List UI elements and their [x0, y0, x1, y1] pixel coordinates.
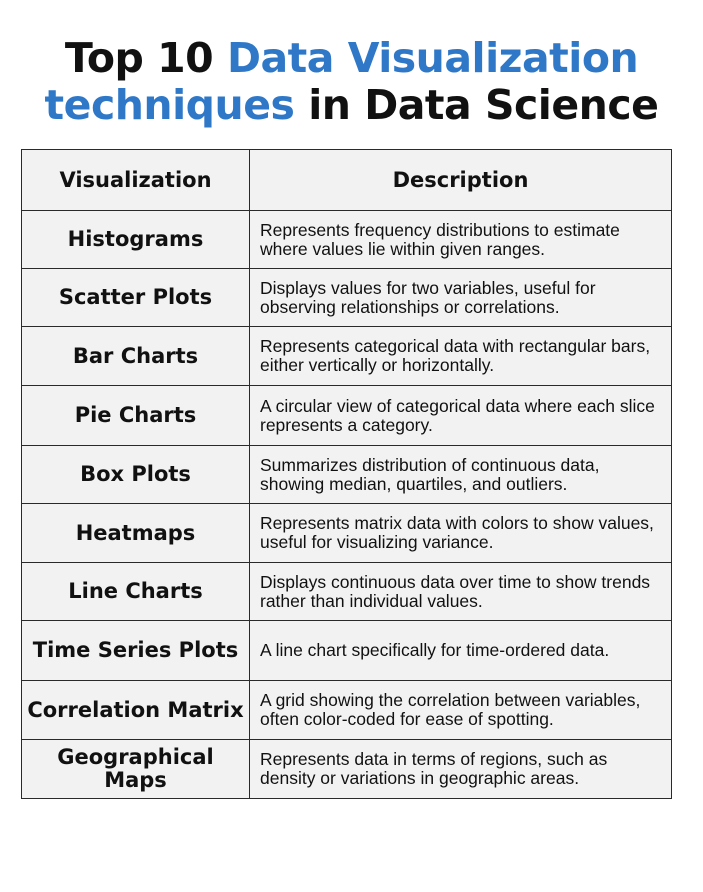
row-description: A circular view of categorical data where each slice represents a category. — [250, 386, 672, 446]
row-description: Represents categorical data with rectangular bars, either vertically or horizontally. — [250, 327, 672, 386]
table-row — [22, 621, 672, 681]
table-row — [22, 269, 672, 327]
row-description: Displays values for two variables, useful for observing relationships or correlations. — [250, 269, 672, 327]
page-title — [0, 35, 703, 129]
header-description: Description — [250, 150, 672, 211]
table-row — [22, 740, 672, 799]
row-description: A grid showing the correlation between variables, often color-coded for ease of spotting. — [250, 681, 672, 740]
row-name: Box Plots — [22, 446, 250, 504]
title-part-2: Data Visualization — [226, 34, 639, 82]
row-description: A line chart specifically for time-ordered data. — [250, 621, 672, 681]
row-name: Time Series Plots — [22, 621, 250, 681]
row-description: Displays continuous data over time to show trends rather than individual values. — [250, 563, 672, 621]
table-row — [22, 504, 672, 563]
title-part-4: in Data Science — [294, 81, 659, 129]
visualization-table — [21, 149, 672, 799]
table-row — [22, 681, 672, 740]
title-line-2 — [0, 82, 703, 129]
header-visualization: Visualization — [22, 150, 250, 211]
row-name: Histograms — [22, 211, 250, 269]
row-name: Geographical Maps — [22, 740, 250, 799]
title-part-1: Top 10 — [64, 34, 227, 82]
table-row — [22, 211, 672, 269]
title-line-1 — [0, 35, 703, 82]
row-description: Represents frequency distributions to estimate where values lie within given ranges. — [250, 211, 672, 269]
table-row — [22, 563, 672, 621]
row-name: Line Charts — [22, 563, 250, 621]
row-description: Summarizes distribution of continuous data, showing median, quartiles, and outliers. — [250, 446, 672, 504]
row-description: Represents matrix data with colors to show values, useful for visualizing variance. — [250, 504, 672, 563]
row-name: Scatter Plots — [22, 269, 250, 327]
row-description: Represents data in terms of regions, such as density or variations in geographic areas. — [250, 740, 672, 799]
row-name: Pie Charts — [22, 386, 250, 446]
table-row — [22, 446, 672, 504]
row-name: Heatmaps — [22, 504, 250, 563]
title-part-3: techniques — [44, 81, 295, 129]
table-header-row — [22, 150, 672, 211]
table-row — [22, 386, 672, 446]
table-row — [22, 327, 672, 386]
row-name: Correlation Matrix — [22, 681, 250, 740]
row-name: Bar Charts — [22, 327, 250, 386]
